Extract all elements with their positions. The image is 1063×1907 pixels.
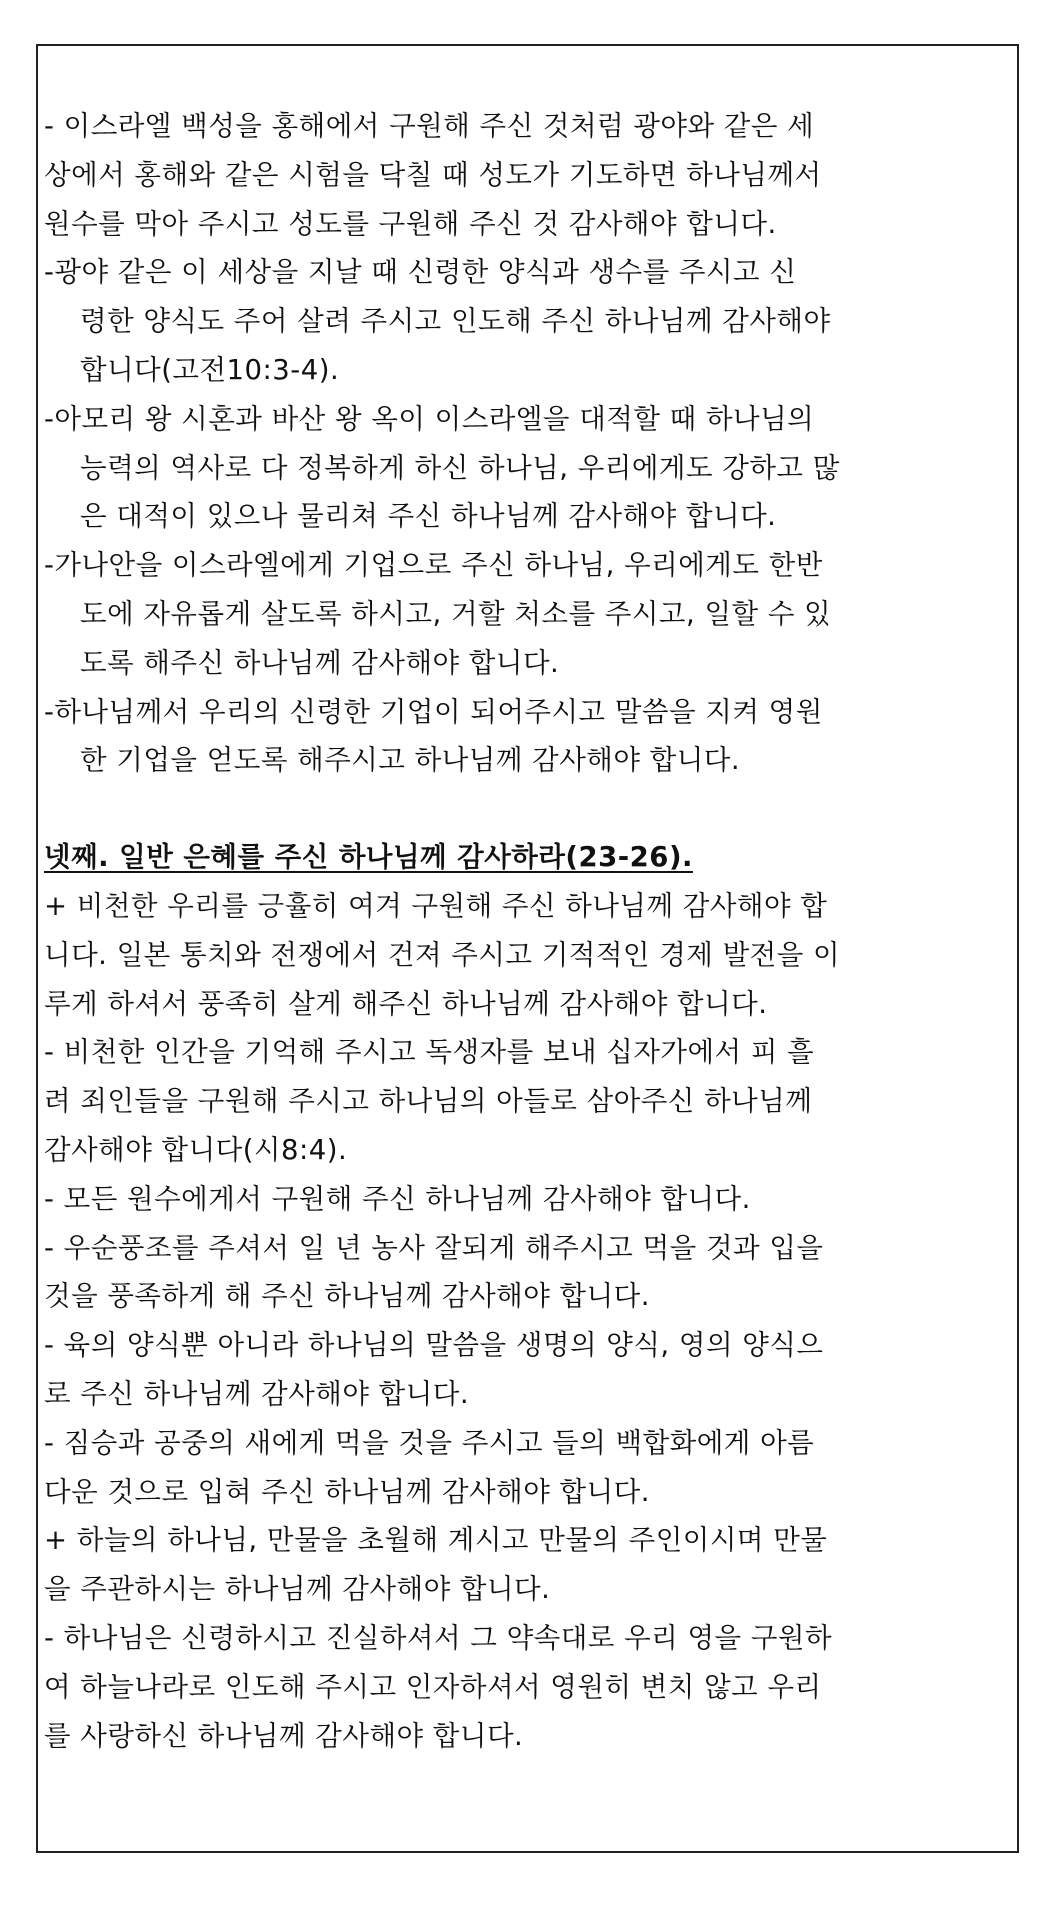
text-line: - 육의 양식뿐 아니라 하나님의 말씀을 생명의 양식, 영의 양식으 [44,1329,824,1362]
text-line: + 하늘의 하나님, 만물을 초월해 계시고 만물의 주인이시며 만물 [44,1524,828,1557]
text-line: - 모든 원수에게서 구원해 주신 하나님께 감사해야 합니다. [44,1182,751,1215]
text-line: 를 사랑하신 하나님께 감사해야 합니다. [44,1719,524,1752]
text-line: + 비천한 우리를 긍휼히 여겨 구원해 주신 하나님께 감사해야 합 [44,889,828,922]
list-item [44,1516,996,1614]
text-line: -아모리 왕 시혼과 바산 왕 옥이 이스라엘을 대적할 때 하나님의 [44,402,815,435]
list-item [44,248,996,394]
text-line: 로 주신 하나님께 감사해야 합니다. [44,1377,470,1410]
list-item [44,1321,996,1419]
text-line: 려 죄인들을 구원해 주시고 하나님의 아들로 삼아주신 하나님께 [44,1085,813,1118]
text-line: 것을 풍족하게 해 주신 하나님께 감사해야 합니다. [44,1280,650,1313]
text-line: 원수를 막아 주시고 성도를 구원해 주신 것 감사해야 합니다. [44,207,777,240]
list-item [44,541,996,687]
section-heading-row [44,833,996,882]
text-line: 을 주관하시는 하나님께 감사해야 합니다. [44,1573,551,1606]
list-item [44,395,996,541]
text-line: - 하나님은 신령하시고 진실하셔서 그 약속대로 우리 영을 구원하 [44,1621,833,1654]
list-item [44,688,996,786]
text-line: - 이스라엘 백성을 홍해에서 구원해 주신 것처럼 광야와 같은 세 [44,110,815,142]
section-heading: 넷째. 일반 은혜를 주신 하나님께 감사하라(23-26). [44,841,693,874]
text-line: 니다. 일본 통치와 전쟁에서 건져 주시고 기적적인 경제 발전을 이 [44,938,841,971]
text-line: - 우순풍조를 주셔서 일 년 농사 잘되게 해주시고 먹을 것과 입을 [44,1231,824,1264]
list-item [44,882,996,1028]
list-item [44,102,996,248]
text-line: 은 대적이 있으나 물리쳐 주신 하나님께 감사해야 합니다. [80,500,777,533]
text-line: -가나안을 이스라엘에게 기업으로 주신 하나님, 우리에게도 한반 [44,549,823,582]
text-line: - 비천한 인간을 기억해 주시고 독생자를 보내 십자가에서 피 흘 [44,1036,815,1069]
text-line: -하나님께서 우리의 신령한 기업이 되어주시고 말씀을 지켜 영원 [44,695,823,728]
text-line: 루게 하셔서 풍족히 살게 해주신 하나님께 감사해야 합니다. [44,987,768,1020]
list-item [44,1028,996,1174]
section-gap [44,785,996,833]
text-line: 도에 자유롭게 살도록 하시고, 거할 처소를 주시고, 일할 수 있 [80,597,832,630]
list-item [44,1175,996,1224]
text-line: -광야 같은 이 세상을 지날 때 신령한 양식과 생수를 주시고 신 [44,256,797,289]
text-line: 한 기업을 얻도록 해주시고 하나님께 감사해야 합니다. [80,744,741,777]
list-item [44,1419,996,1517]
list-item [44,1224,996,1322]
document-body [44,102,996,1760]
text-line: 여 하늘나라로 인도해 주시고 인자하셔서 영원히 변치 않고 우리 [44,1670,822,1703]
list-item [44,1614,996,1760]
text-line: 합니다(고전10:3-4). [80,353,340,386]
text-line: 상에서 홍해와 같은 시험을 닥칠 때 성도가 기도하면 하나님께서 [44,158,822,191]
text-line: 능력의 역사로 다 정복하게 하신 하나님, 우리에게도 강하고 많 [80,451,840,484]
text-line: - 짐승과 공중의 새에게 먹을 것을 주시고 들의 백합화에게 아름 [44,1426,815,1459]
text-line: 령한 양식도 주어 살려 주시고 인도해 주신 하나님께 감사해야 [80,305,831,338]
text-line: 감사해야 합니다(시8:4). [44,1133,348,1166]
text-line: 다운 것으로 입혀 주신 하나님께 감사해야 합니다. [44,1475,650,1508]
text-line: 도록 해주신 하나님께 감사해야 합니다. [80,646,560,679]
